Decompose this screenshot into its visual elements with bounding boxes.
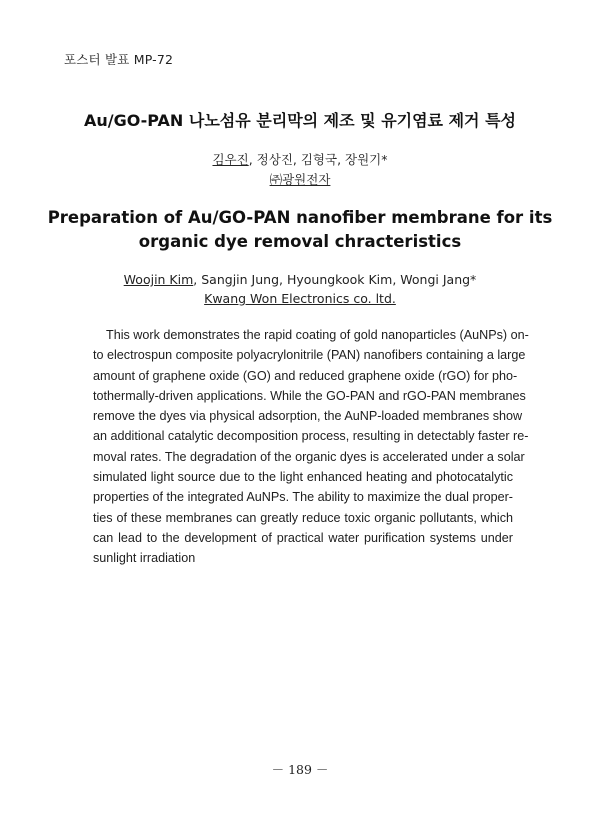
english-affiliation-text: Kwang Won Electronics co. ltd.	[204, 291, 396, 306]
abstract-line: can lead to the development of practical water purification systems under	[93, 530, 513, 545]
abstract-line: This work demonstrates the rapid coating of gold nanoparticles (AuNPs) on-	[106, 328, 529, 342]
english-title-line-1: Preparation of Au/GO-PAN nanofiber membrane for its	[47, 208, 553, 227]
abstract-line: simulated light source due to the light enhanced heating and photocatalytic	[93, 470, 513, 485]
korean-coauthors: , 정상진, 김형국, 장원기*	[248, 152, 388, 167]
english-authors	[0, 272, 600, 287]
korean-affiliation-text: ㈜광원전자	[269, 172, 331, 187]
korean-presenting-author: 김우진	[212, 152, 249, 167]
korean-affiliation	[0, 170, 600, 188]
english-title	[0, 206, 600, 254]
abstract-line: to electrospun composite polyacrylonitrile (PAN) nanofibers containing a large	[93, 348, 526, 363]
abstract-line: moval rates. The degradation of the organic dyes is accelerated under a solar	[93, 449, 525, 464]
abstract-line: tothermally-driven applications. While the GO-PAN and rGO-PAN membranes	[93, 388, 526, 403]
abstract-line: an additional catalytic decomposition process, resulting in detectably faster re-	[93, 429, 529, 444]
english-coauthors: , Sangjin Jung, Hyoungkook Kim, Wongi Jang*	[193, 272, 477, 287]
english-title-line-2: organic dye removal chracteristics	[138, 232, 462, 251]
page-number: － 189 －	[271, 762, 329, 777]
session-label: 포스터 발표 MP-72	[64, 52, 174, 67]
english-affiliation	[0, 291, 600, 306]
abstract-line: ties of these membranes can greatly reduce toxic organic pollutants, which	[93, 510, 513, 525]
korean-title: Au/GO-PAN 나노섬유 분리막의 제조 및 유기염료 제거 특성	[84, 111, 516, 130]
english-presenting-author: Woojin Kim	[123, 272, 194, 287]
korean-authors	[0, 150, 600, 168]
abstract-line: amount of graphene oxide (GO) and reduced graphene oxide (rGO) for pho-	[93, 368, 518, 383]
abstract-line: properties of the integrated AuNPs. The ability to maximize the dual proper-	[93, 490, 513, 505]
abstract	[93, 325, 529, 569]
abstract-line: remove the dyes via physical adsorption, the AuNP-loaded membranes show	[93, 409, 523, 424]
abstract-line: sunlight irradiation	[93, 551, 196, 566]
